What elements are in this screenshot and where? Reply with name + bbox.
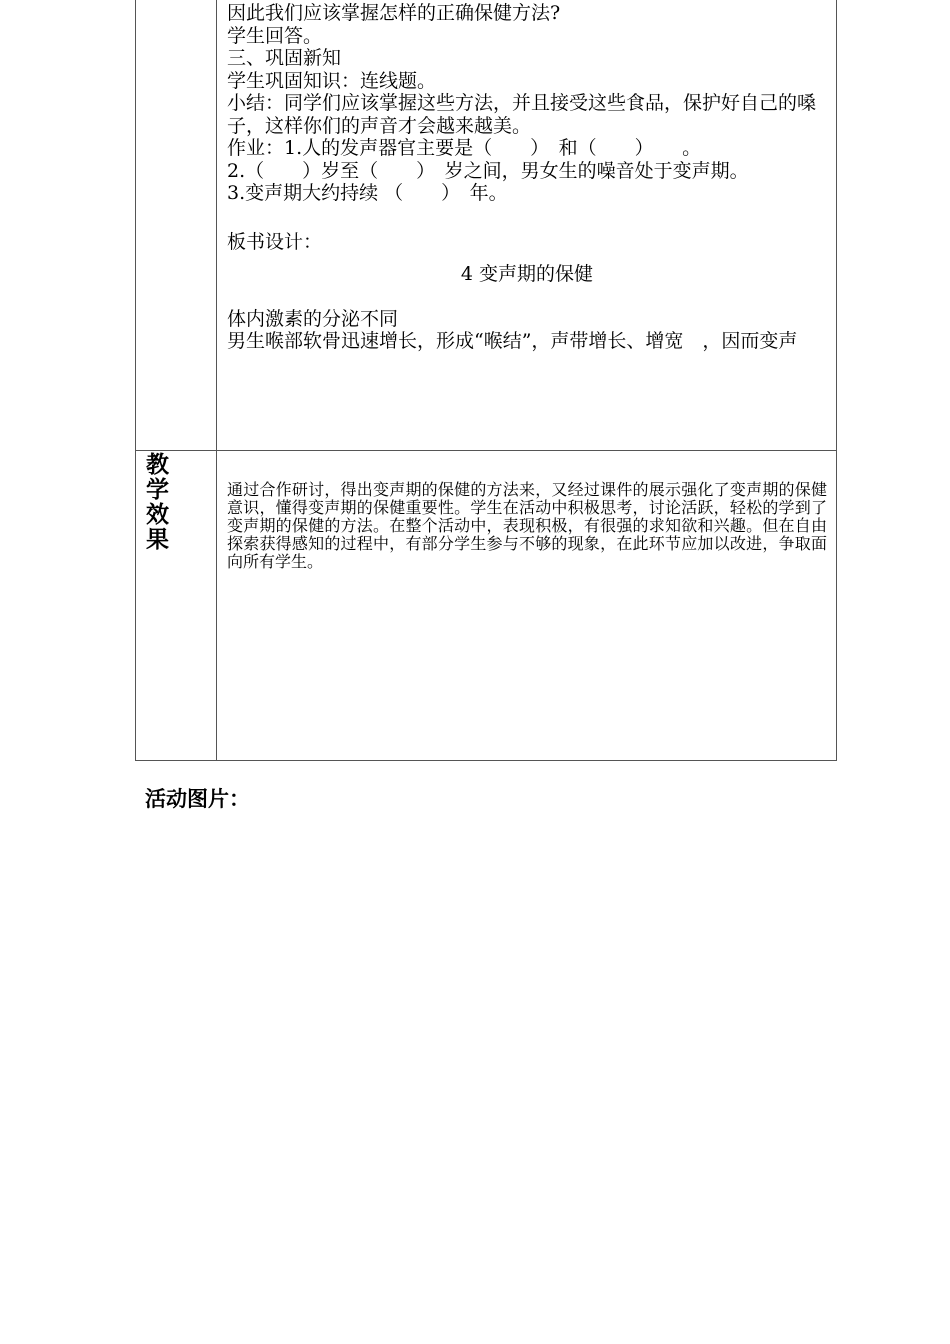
process-line-homework-3: 3.变声期大约持续 （ ） 年。 <box>227 182 508 204</box>
board-line-throat: 男生喉部软骨迅速增长，形成“喉结”，声带增长、增宽 ，因而变声 <box>227 330 798 352</box>
process-line-homework-2: 2.（ ）岁至（ ） 岁之间，男女生的噪音处于变声期。 <box>227 159 749 182</box>
board-line-hormone: 体内激素的分泌不同 <box>227 307 399 330</box>
process-content-cell <box>217 0 837 451</box>
effect-content-cell <box>217 451 837 761</box>
process-line-answer: 学生回答。 <box>227 24 323 47</box>
process-line-homework-1: 作业：1.人的发声器官主要是（ ） 和（ ） 。 <box>227 137 702 159</box>
spacer <box>227 205 827 231</box>
effect-label: 教学效果 <box>146 452 169 553</box>
process-line-section-three: 三、巩固新知 <box>227 47 342 69</box>
board-design-title: 4 变声期的保健 <box>460 263 594 285</box>
process-line-summary: 小结：同学们应该掌握这些方法，并且接受这些食品，保护好自己的嗓子，这样你们的声音才会越来越美。 <box>227 92 817 137</box>
board-design-label: 板书设计： <box>227 230 323 253</box>
effect-row <box>136 451 837 761</box>
process-line-question: 因此我们应该掌握怎样的正确保健方法? <box>227 2 561 24</box>
process-label-cell <box>136 0 217 451</box>
process-line-consolidate: 学生巩固知识：连线题。 <box>227 69 437 92</box>
effect-text: 通过合作研讨，得出变声期的保健的方法来，又经过课件的展示强化了变声期的保健意识，懂得变声期的保健重要性。学生在活动中积极思考，讨论活跃，轻松的学到了变声期的保健的方法。在整个活动中，表现积极，有很强的求知欲和兴趣。但在自由探索获得感知的过程中，有部分学生参与不够的现象，在此环节应加以改进，争取面向所有学生。 <box>227 480 827 571</box>
activity-photos-heading: 活动图片： <box>145 787 250 811</box>
process-row <box>136 0 837 451</box>
effect-label-cell <box>136 451 217 761</box>
lesson-plan-table <box>135 0 837 761</box>
